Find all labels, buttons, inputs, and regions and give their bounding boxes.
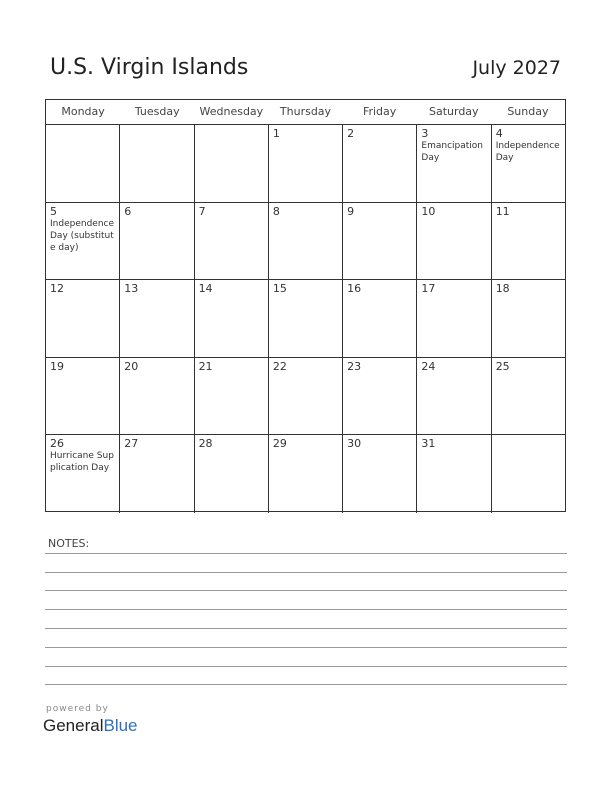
day-number: 13 — [124, 282, 139, 296]
calendar-week — [46, 203, 565, 281]
day-cell — [195, 280, 269, 357]
day-number: 17 — [421, 282, 436, 296]
day-number: 2 — [347, 127, 355, 140]
day-cell — [120, 358, 194, 435]
holiday-label: Independence Day (substitute day) — [50, 218, 115, 253]
day-cell — [46, 203, 120, 280]
day-cell — [269, 358, 343, 435]
calendar-week — [46, 280, 565, 358]
day-cell — [269, 435, 343, 513]
holiday-label: Independence Day — [495, 141, 560, 163]
day-cell — [195, 125, 269, 202]
day-cell — [269, 280, 343, 357]
day-number: 10 — [421, 204, 436, 218]
day-number: 30 — [347, 437, 362, 451]
day-cell — [269, 125, 343, 202]
day-cell — [417, 203, 491, 280]
day-number: 5 — [50, 204, 57, 218]
day-cell — [46, 358, 120, 435]
day-cell — [195, 358, 269, 435]
note-line — [45, 666, 567, 667]
day-number: 24 — [421, 359, 436, 373]
weekday-label: Wednesday — [199, 105, 264, 118]
day-cell — [343, 203, 417, 280]
holiday-label: Emancipation Day — [421, 141, 483, 163]
holiday-label: Hurricane Supplication Day — [50, 451, 114, 474]
day-number: 6 — [124, 204, 132, 218]
day-number: 15 — [272, 282, 287, 296]
day-number: 22 — [272, 359, 287, 373]
day-number: 7 — [198, 204, 206, 218]
day-number: 3 — [421, 127, 429, 140]
notes-label: NOTES: — [48, 537, 90, 550]
day-cell — [195, 203, 269, 280]
powered-by-text: powered by — [46, 704, 109, 714]
day-number: 11 — [495, 204, 510, 218]
day-number: 28 — [198, 437, 213, 451]
logo-blue: Blue — [103, 716, 138, 735]
day-cell — [195, 435, 269, 513]
calendar-grid — [45, 99, 566, 512]
day-cell — [417, 358, 491, 435]
day-cell — [120, 280, 194, 357]
day-number: 19 — [50, 359, 64, 373]
day-cell — [120, 125, 194, 202]
day-number: 26 — [50, 437, 64, 451]
day-number: 12 — [50, 282, 64, 296]
day-number: 27 — [124, 437, 139, 451]
day-cell — [269, 203, 343, 280]
day-cell — [492, 125, 565, 202]
day-cell — [417, 280, 491, 357]
day-cell — [343, 358, 417, 435]
day-number: 31 — [421, 437, 436, 451]
day-number: 18 — [495, 282, 510, 296]
day-cell — [46, 435, 120, 513]
note-line — [45, 628, 567, 629]
note-line — [45, 572, 567, 573]
day-cell — [417, 125, 491, 202]
day-cell — [492, 280, 565, 357]
day-number: 8 — [272, 204, 280, 218]
logo-general: General — [43, 716, 104, 735]
weekday-label: Saturday — [428, 105, 479, 118]
day-cell — [343, 435, 417, 513]
weekday-header — [46, 100, 565, 125]
day-number: 4 — [495, 127, 503, 140]
day-cell — [343, 280, 417, 357]
weekday-label: Monday — [61, 105, 105, 118]
day-cell — [120, 435, 194, 513]
generalblue-logo — [43, 716, 138, 736]
weekday-label: Thursday — [279, 105, 332, 118]
day-cell — [492, 358, 565, 435]
day-cell — [417, 435, 491, 513]
note-line — [45, 553, 567, 554]
day-number: 16 — [347, 282, 362, 296]
day-cell — [492, 203, 565, 280]
day-number: 1 — [272, 127, 280, 140]
calendar-week — [46, 358, 565, 436]
calendar-week — [46, 125, 565, 203]
day-cell — [120, 203, 194, 280]
weekday-label: Friday — [362, 105, 397, 118]
day-cell — [343, 125, 417, 202]
note-line — [45, 609, 567, 610]
page-title: U.S. Virgin Islands — [50, 55, 249, 80]
day-number: 9 — [347, 204, 355, 218]
day-number: 14 — [198, 282, 213, 296]
weekday-label: Sunday — [507, 105, 549, 118]
calendar-week — [46, 435, 565, 513]
note-line — [45, 647, 567, 648]
day-number: 29 — [272, 437, 287, 451]
day-number: 23 — [347, 359, 362, 373]
day-number: 20 — [124, 359, 139, 373]
weekday-label: Tuesday — [134, 105, 180, 118]
note-line — [45, 590, 567, 591]
day-number: 21 — [198, 359, 213, 373]
month-label: July 2027 — [472, 57, 561, 79]
day-cell — [492, 435, 565, 513]
day-number: 25 — [495, 359, 510, 373]
day-cell — [46, 280, 120, 357]
day-cell — [46, 125, 120, 202]
note-line — [45, 684, 567, 685]
